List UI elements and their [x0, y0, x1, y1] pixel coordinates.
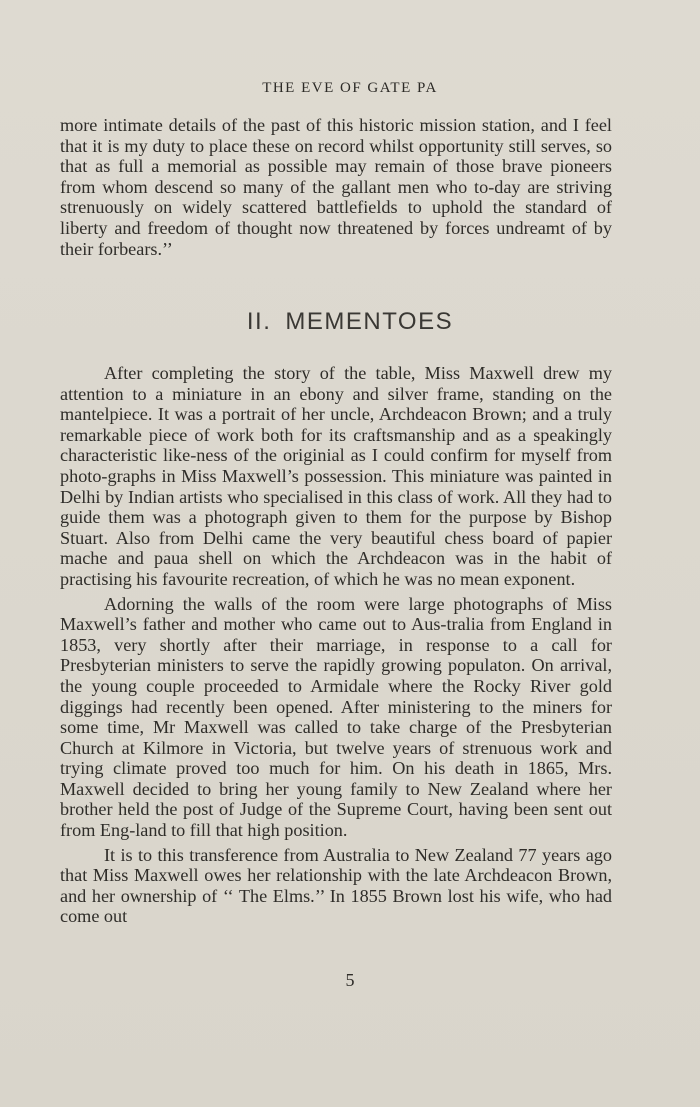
- section-number: II.: [246, 308, 272, 335]
- paragraph-transference: It is to this transference from Australia to New Zealand 77 years ago that Miss Maxwell owes her relationship with the late Archdeacon Brown, and her ownership of ‘‘ The Elms.’’ In 1855 Brown lost his wife, who had come out: [60, 844, 612, 927]
- page-number: 5: [345, 970, 355, 990]
- section-title: MEMENTOES: [285, 308, 454, 335]
- section-text-block: [60, 363, 612, 927]
- intro-paragraph: more intimate details of the past of this historic mission station, and I feel that it is my duty to place these on record whilst opportunity still serves, so that as full a memorial as possible may remain of those brave pioneers from whom descend so many of the gallant men who to-day are striving strenuously on widely scattered battlefields to uphold the standard of liberty and freedom of thought now threatened by forces undreamt of by their forbears.’’: [60, 115, 612, 259]
- paragraph-miniature: After completing the story of the table, Miss Maxwell drew my attention to a miniature in an ebony and silver frame, standing on the mantelpiece. It was a portrait of her uncle, Archdeacon Brown; and a truly remarkable piece of work both for its craftsmanship and as a speakingly characteristic like-ness of the originial as I could confirm for myself from photo-graphs in Miss Maxwell’s possession. This miniature was painted in Delhi by Indian artists who specialised in this class of work. All they had to guide them was a photograph given to them for the purpose by Bishop Stuart. Also from Delhi came the very beautiful chess board of papier mache and paua shell on which the Archdeacon was in the habit of practising his favourite recreation, of which he was no mean exponent.: [60, 363, 612, 589]
- section-heading: [0, 308, 700, 336]
- running-head: THE EVE OF GATE PA: [262, 80, 438, 96]
- paragraph-photographs: Adorning the walls of the room were large photographs of Miss Maxwell’s father and mother who came out to Aus-tralia from England in 1853, very shortly after their marriage, in response to a call for Presbyterian ministers to serve the rapidly growing populaton. On arrival, the young couple proceeded to Armidale where the Rocky River gold diggings had recently been opened. After ministering to the miners for some time, Mr Maxwell was called to take charge of the Presbyterian Church at Kilmore in Victoria, but twelve years of strenuous work and trying climate proved too much for him. On his death in 1865, Mrs. Maxwell decided to bring her young family to New Zealand where her brother held the post of Judge of the Supreme Court, having been sent out from Eng-land to fill that high position.: [60, 593, 612, 841]
- intro-text-block: [60, 115, 612, 259]
